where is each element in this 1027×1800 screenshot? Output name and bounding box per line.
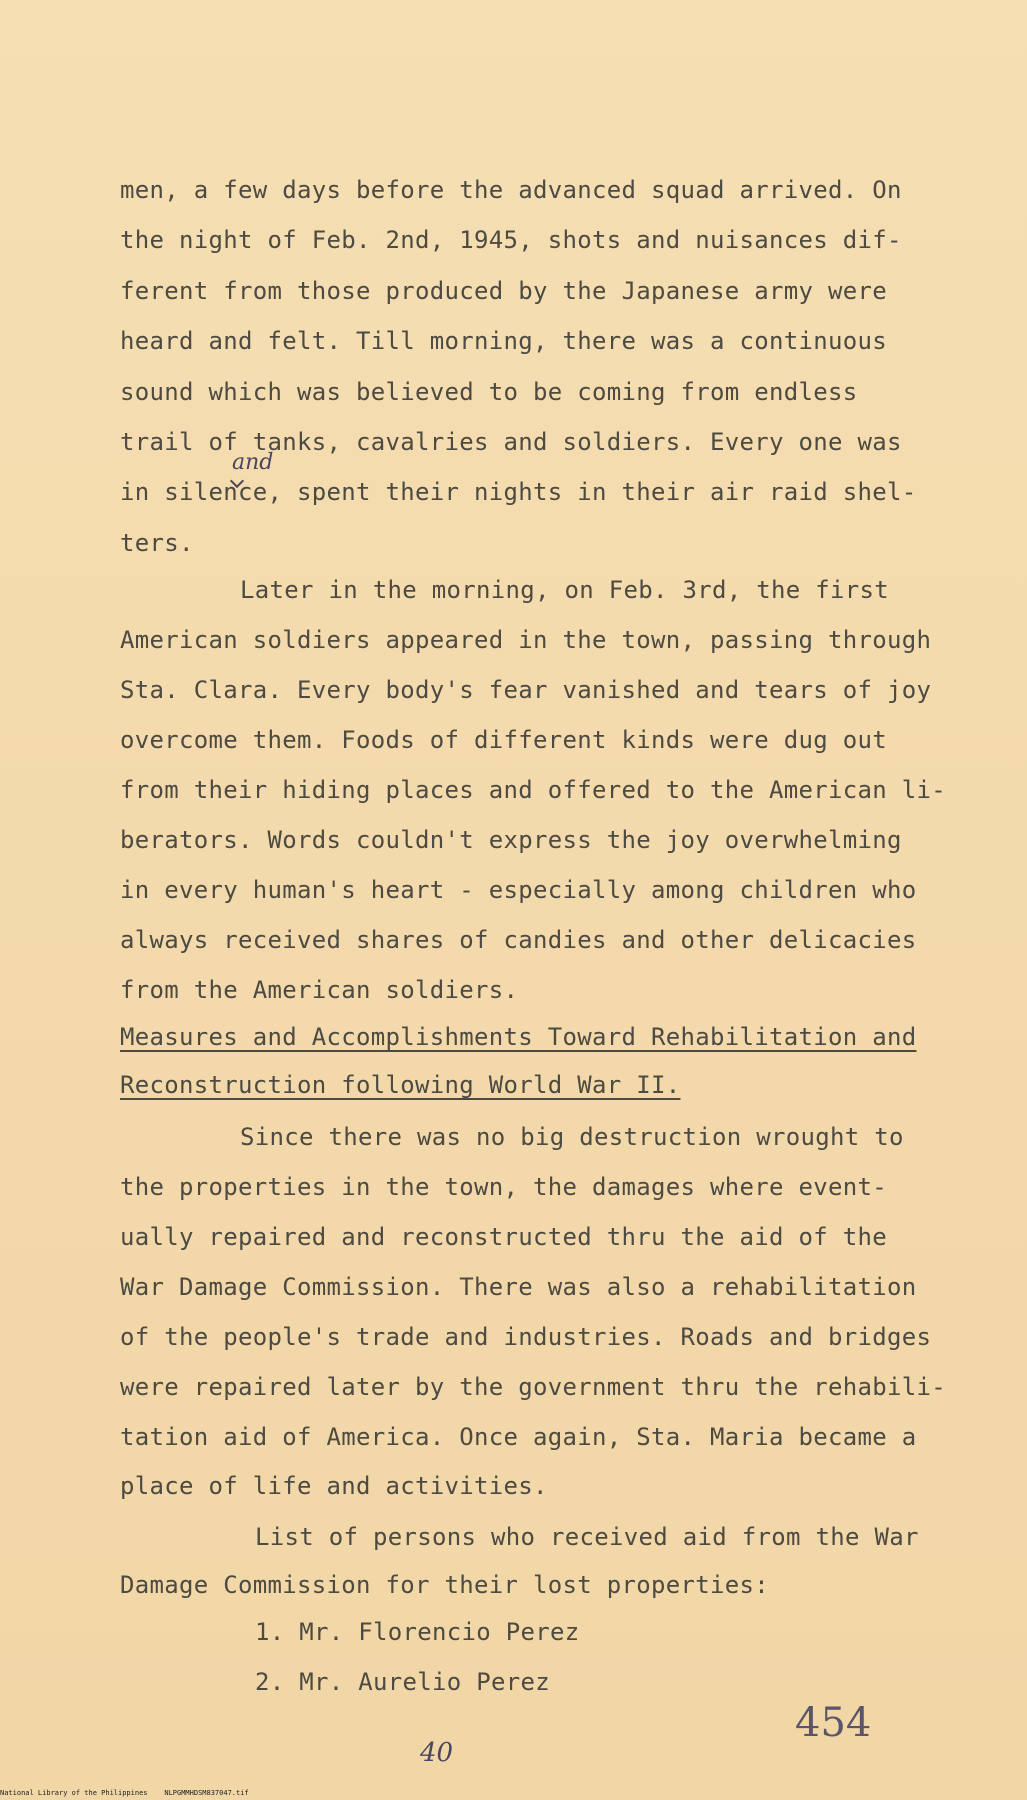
text-line: the night of Feb. 2nd, 1945, shots and nuisances dif- bbox=[120, 226, 902, 254]
text-line: Damage Commission for their lost properties: bbox=[120, 1571, 769, 1599]
text-line: sound which was believed to be coming from endless bbox=[120, 378, 858, 406]
text-line: ually repaired and reconstructed thru the aid of the bbox=[120, 1223, 887, 1251]
text-line: overcome them. Foods of different kinds were dug out bbox=[120, 726, 887, 754]
text-line: Since there was no big destruction wrought to bbox=[240, 1123, 904, 1151]
text-line: trail of tanks, cavalries and soldiers. Every one was bbox=[120, 428, 902, 456]
text-line: from the American soldiers. bbox=[120, 976, 519, 1004]
text-line: Sta. Clara. Every body's fear vanished and tears of joy bbox=[120, 676, 932, 704]
footer-caption: National Library of the Philippines NLPGMMHDSM837047.tif bbox=[0, 1789, 249, 1797]
text-line: in silence, spent their nights in their air raid shel- bbox=[120, 478, 917, 506]
text-line: ters. bbox=[120, 529, 194, 557]
list-item: 1. Mr. Florencio Perez bbox=[255, 1618, 580, 1646]
text-line: from their hiding places and offered to the American li- bbox=[120, 776, 946, 804]
text-line: War Damage Commission. There was also a rehabilitation bbox=[120, 1273, 917, 1301]
page-number-stamp: 454 bbox=[795, 1700, 872, 1746]
section-heading: Measures and Accomplishments Toward Rehabilitation and bbox=[120, 1023, 917, 1051]
text-line: ferent from those produced by the Japanese army were bbox=[120, 277, 887, 305]
text-line: place of life and activities. bbox=[120, 1472, 548, 1500]
handwritten-insert: and bbox=[232, 450, 274, 475]
text-line: tation aid of America. Once again, Sta. Maria became a bbox=[120, 1423, 917, 1451]
text-line: Later in the morning, on Feb. 3rd, the first bbox=[240, 576, 889, 604]
list-item: 2. Mr. Aurelio Perez bbox=[255, 1668, 550, 1696]
text-line: heard and felt. Till morning, there was a continuous bbox=[120, 327, 887, 355]
text-line: List of persons who received aid from the War bbox=[255, 1523, 919, 1551]
text-line: the properties in the town, the damages where event- bbox=[120, 1173, 887, 1201]
text-line: of the people's trade and industries. Roads and bridges bbox=[120, 1323, 932, 1351]
text-line: men, a few days before the advanced squad arrived. On bbox=[120, 176, 902, 204]
text-line: were repaired later by the government thru the rehabili- bbox=[120, 1373, 946, 1401]
text-line: in every human's heart - especially among children who bbox=[120, 876, 917, 904]
section-heading: Reconstruction following World War II. bbox=[120, 1071, 681, 1099]
page-number-typed: 40 bbox=[420, 1738, 454, 1768]
text-line: berators. Words couldn't express the joy overwhelming bbox=[120, 826, 902, 854]
text-line: always received shares of candies and other delicacies bbox=[120, 926, 917, 954]
text-line: American soldiers appeared in the town, passing through bbox=[120, 626, 932, 654]
